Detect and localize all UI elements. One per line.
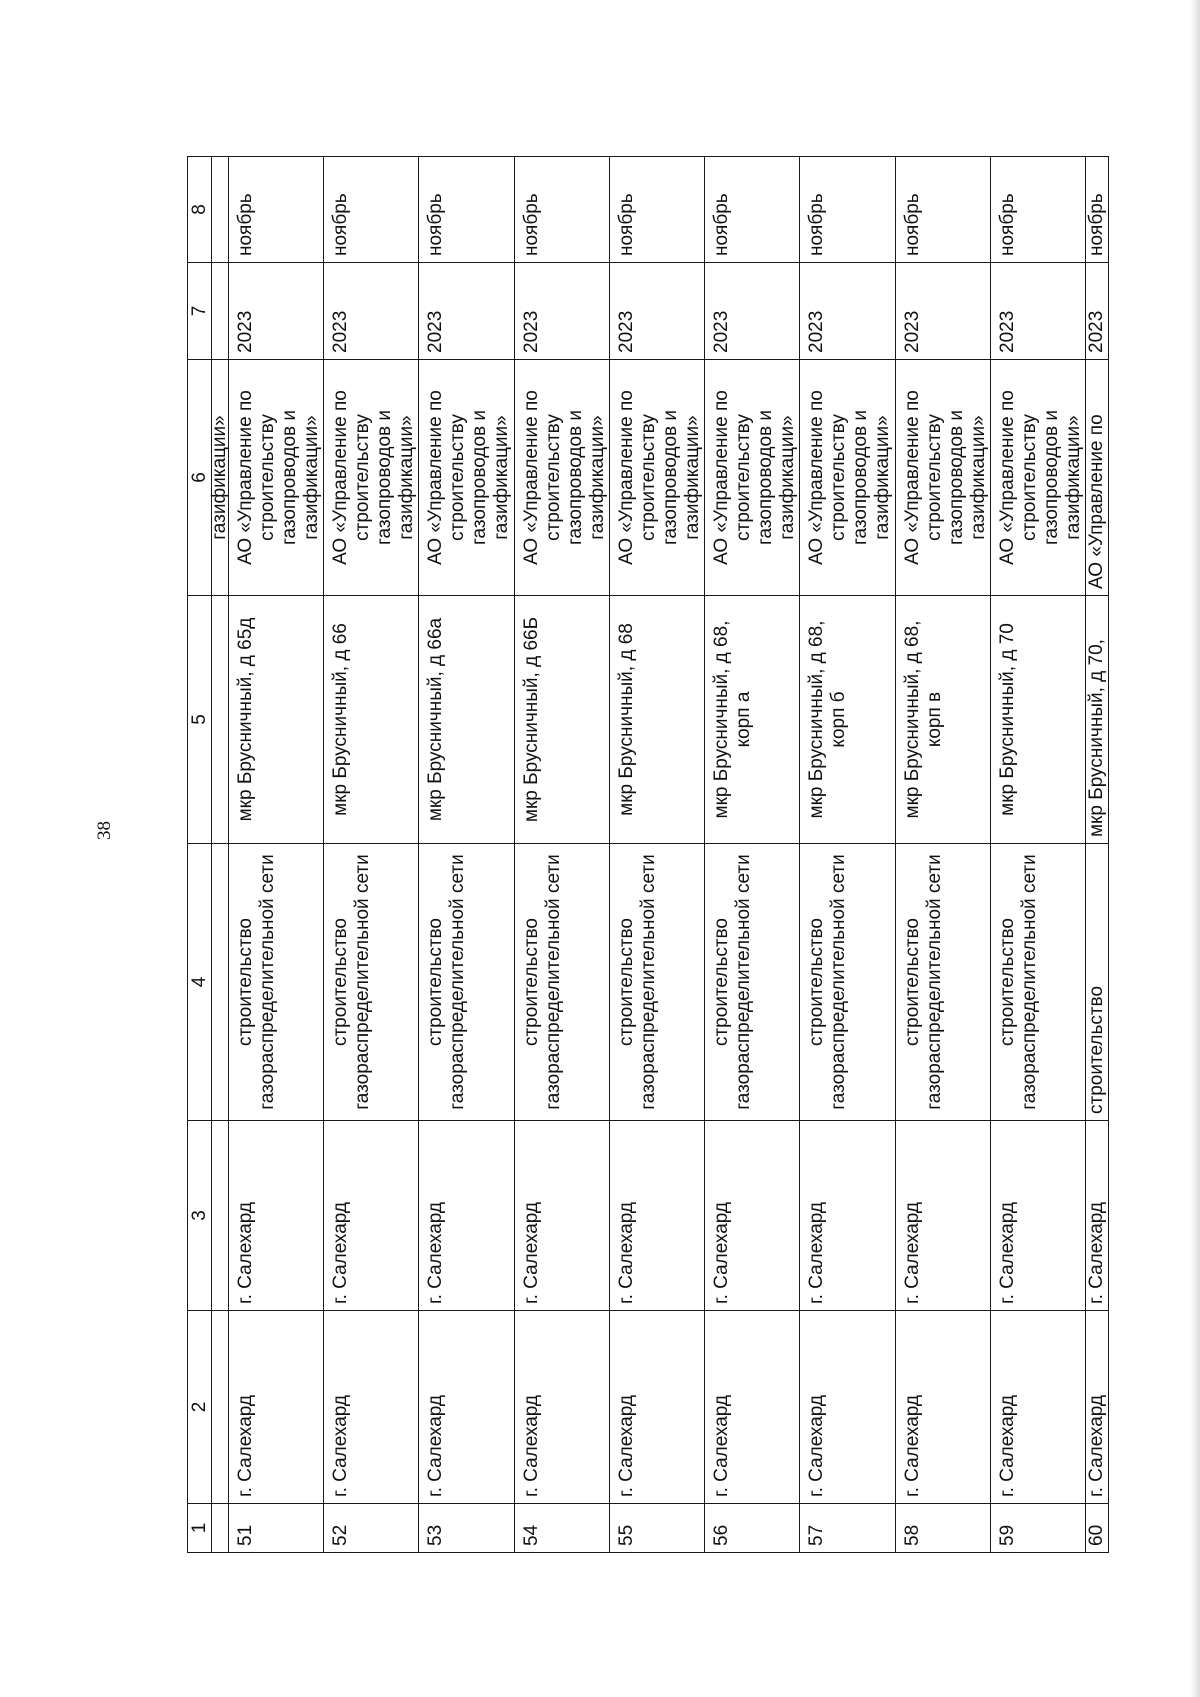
table-cell-org: АО «Управление по строительству газопроводов и газификации» [800,360,895,596]
table-cell-org: АО «Управление по строительству газопроводов и газификации» [705,360,800,596]
table-row [705,157,800,1553]
table-cell-settlement: г. Салехард [1086,1121,1109,1311]
table-cell-year: 2023 [1086,263,1109,360]
table-cell-month: ноябрь [1086,157,1109,263]
table-cell-work: строительство газораспределительной сети [895,844,990,1121]
table-cell-address: мкр Брусничный, д 65д [229,596,324,844]
table-cell-year: 2023 [990,263,1085,360]
table-cell-org: АО «Управление по строительству газопроводов и газификации» [324,360,419,596]
table-cell-district: г. Салехард [324,1311,419,1504]
table-cell-n: 52 [324,1504,419,1553]
table-cell-work: строительство газораспределительной сети [705,844,800,1121]
table-cell-year: 2023 [895,263,990,360]
table-cell-year: 2023 [324,263,419,360]
table-cell-district: г. Салехард [229,1311,324,1504]
table-cell-year: 2023 [609,263,704,360]
table-cell-n: 55 [609,1504,704,1553]
table-cell-n: 59 [990,1504,1085,1553]
table-cell-month: ноябрь [514,157,609,263]
table-cell-settlement: г. Салехард [800,1121,895,1311]
table-cell-work: строительство газораспределительной сети [800,844,895,1121]
column-number: 7 [188,263,212,360]
table-cell-org: АО «Управление по строительству газопроводов и газификации» [419,360,514,596]
table-row [419,157,514,1553]
column-number: 3 [188,1121,212,1311]
table-cell-org: АО «Управление по строительству газопроводов и газификации» [514,360,609,596]
table-cell-n: 58 [895,1504,990,1553]
table-cell-settlement: г. Салехард [419,1121,514,1311]
table-cell-n: 54 [514,1504,609,1553]
page-number: 38 [94,821,115,840]
table-cell-address: мкр Брусничный, д 70 [990,596,1085,844]
column-number-row [188,157,212,1553]
table-cell [212,263,229,360]
table-cell-address: мкр Брусничный, д 68, корп б [800,596,895,844]
table-cell [212,157,229,263]
table-cell-address: мкр Брусничный, д 70, [1086,596,1109,844]
table-cell-month: ноябрь [229,157,324,263]
table-cell-settlement: г. Салехард [705,1121,800,1311]
table-cell-address: мкр Брусничный, д 66Б [514,596,609,844]
table-cell-work: строительство газораспределительной сети [419,844,514,1121]
table-cell-settlement: г. Салехард [229,1121,324,1311]
column-number: 6 [188,360,212,596]
table-cell-year: 2023 [419,263,514,360]
table-row [990,157,1085,1553]
table-row [514,157,609,1553]
page-edge-shadow [1190,0,1200,1697]
table-cell-address: мкр Брусничный, д 68, корп а [705,596,800,844]
gasification-table [187,156,1109,1553]
table-cell-district: г. Салехард [895,1311,990,1504]
table-row [800,157,895,1553]
table-cell-work: строительство [1086,844,1109,1121]
table-cell-n: 53 [419,1504,514,1553]
column-number: 5 [188,596,212,844]
table-cell-org: АО «Управление по [1086,360,1109,596]
table-cell [212,1311,229,1504]
table-cell-year: 2023 [514,263,609,360]
table-cell-address: мкр Брусничный, д 66а [419,596,514,844]
table-cell-month: ноябрь [705,157,800,263]
table-cell-month: ноябрь [990,157,1085,263]
column-number: 2 [188,1311,212,1504]
table-cell-district: г. Салехард [419,1311,514,1504]
table-cell [212,844,229,1121]
table-cell-district: г. Салехард [800,1311,895,1504]
table-cell-address: мкр Брусничный, д 66 [324,596,419,844]
table-row [229,157,324,1553]
table-cell-month: ноябрь [895,157,990,263]
table-cell-n: 51 [229,1504,324,1553]
table-cell-month: ноябрь [609,157,704,263]
table-cell-work: строительство газораспределительной сети [324,844,419,1121]
table-cell-work: строительство газораспределительной сети [514,844,609,1121]
table-cell-settlement: г. Салехард [990,1121,1085,1311]
table-row [324,157,419,1553]
table-cell-district: г. Салехард [990,1311,1085,1504]
table-cell-month: ноябрь [419,157,514,263]
table-cell-n: 60 [1086,1504,1109,1553]
table-cell-org: АО «Управление по строительству газопроводов и газификации» [895,360,990,596]
table-cell-settlement: г. Салехард [324,1121,419,1311]
table-cell-settlement: г. Салехард [895,1121,990,1311]
table-cell-settlement: г. Салехард [514,1121,609,1311]
table-cell [212,596,229,844]
table-cell-district: г. Салехард [609,1311,704,1504]
rotated-table-sheet [187,157,1109,1553]
table-cell-year: 2023 [800,263,895,360]
table-cell-work: строительство газораспределительной сети [229,844,324,1121]
column-number: 8 [188,157,212,263]
table-cell [212,1504,229,1553]
table-cell-address: мкр Брусничный, д 68, корп в [895,596,990,844]
table-cell-n: 56 [705,1504,800,1553]
table-cell-month: ноябрь [324,157,419,263]
table-cell-org: АО «Управление по строительству газопроводов и газификации» [609,360,704,596]
table-cell-org: АО «Управление по строительству газопроводов и газификации» [990,360,1085,596]
table-cell-work: строительство газораспределительной сети [609,844,704,1121]
table-cell-district: г. Салехард [705,1311,800,1504]
table-row [609,157,704,1553]
table-cell-year: 2023 [705,263,800,360]
table-cell-settlement: г. Салехард [609,1121,704,1311]
table-cell [212,1121,229,1311]
table-cell-year: 2023 [229,263,324,360]
table-cell-district: г. Салехард [1086,1311,1109,1504]
table-row [895,157,990,1553]
table-cell-month: ноябрь [800,157,895,263]
table-row [1086,157,1109,1553]
table-cell-org: АО «Управление по строительству газопроводов и газификации» [229,360,324,596]
table-cell-n: 57 [800,1504,895,1553]
table-cell-address: мкр Брусничный, д 68 [609,596,704,844]
continuation-row [212,157,229,1553]
table-cell: газификации» [212,360,229,596]
column-number: 4 [188,844,212,1121]
table-cell-work: строительство газораспределительной сети [990,844,1085,1121]
column-number: 1 [188,1504,212,1553]
table-cell-district: г. Салехард [514,1311,609,1504]
